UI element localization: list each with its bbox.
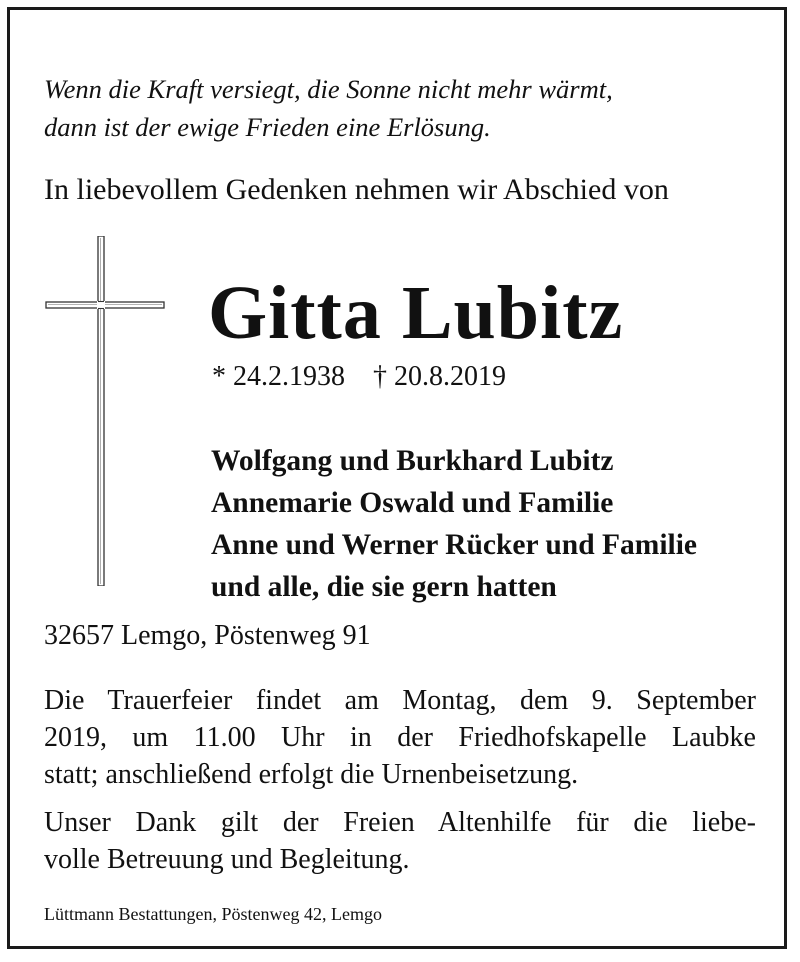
- birth-date: 24.2.1938: [233, 361, 345, 392]
- ceremony-line: Die Trauerfeier findet am Montag, dem 9. September: [44, 685, 756, 716]
- ceremony-line: 2019, um 11.00 Uhr in der Friedhofskapelle Laubke: [44, 722, 756, 753]
- undertaker-credit: Lüttmann Bestattungen, Pöstenweg 42, Lemgo: [44, 904, 382, 924]
- family-address: 32657 Lemgo, Pöstenweg 91: [44, 620, 371, 651]
- latin-cross-icon: [40, 236, 170, 586]
- life-dates: [212, 357, 506, 397]
- ceremony-line: statt; anschließend erfolgt die Urnenbeisetzung.: [44, 759, 579, 790]
- intro-text: In liebevollem Gedenken nehmen wir Abschied von: [44, 173, 669, 206]
- thanks-paragraph: [44, 804, 756, 878]
- thanks-line: volle Betreuung und Begleitung.: [44, 844, 410, 875]
- death-cross-icon: †: [373, 361, 387, 392]
- deceased-name: Gitta Lubitz: [208, 271, 624, 355]
- motto-verse: [44, 70, 613, 146]
- mourner-line: Anne und Werner Rücker und Familie: [211, 529, 698, 561]
- motto-line: Wenn die Kraft versiegt, die Sonne nicht mehr wärmt,: [44, 74, 613, 104]
- mourner-line: und alle, die sie gern hatten: [211, 571, 557, 603]
- thanks-line: Unser Dank gilt der Freien Altenhilfe für die liebe-: [44, 807, 756, 838]
- motto-line: dann ist der ewige Frieden eine Erlösung.: [44, 112, 491, 142]
- ceremony-paragraph: [44, 682, 756, 793]
- death-date: 20.8.2019: [394, 361, 506, 392]
- mourners-list: [211, 440, 697, 608]
- birth-star-icon: *: [212, 361, 226, 392]
- mourner-line: Wolfgang und Burkhard Lubitz: [211, 445, 614, 477]
- mourner-line: Annemarie Oswald und Familie: [211, 487, 614, 519]
